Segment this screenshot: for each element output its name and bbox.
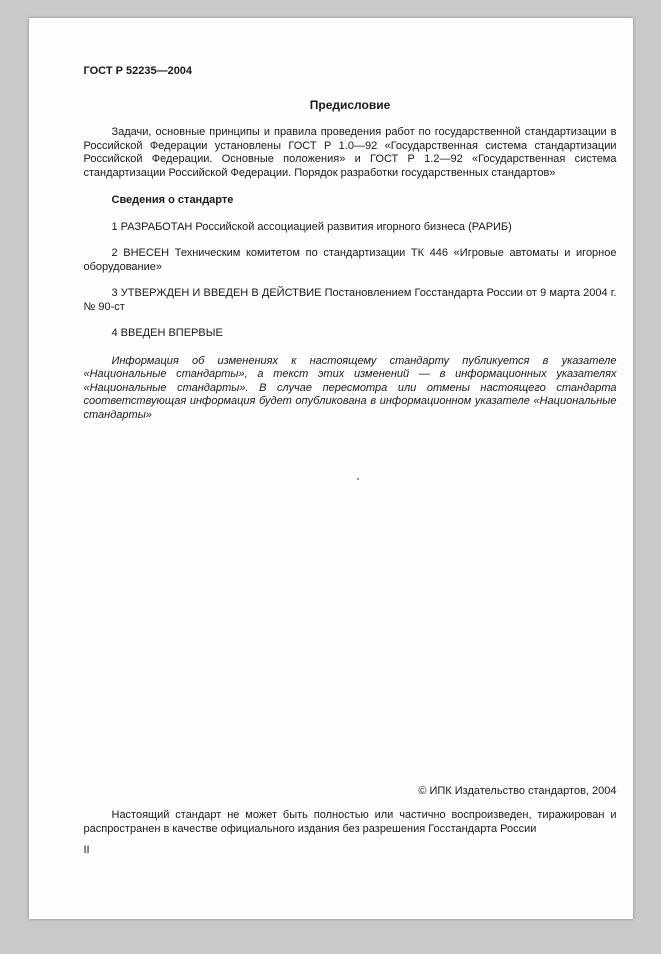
page-content (29, 18, 633, 422)
amendments-note: Информация об изменениях к настоящему стандарту публикуется в указателе «Национальные стандарты», а текст этих изменений — в информационных указателях «Национальные стандарты». В случае пересмотра или отмены настоящего стандарта соответствующая информация будет опубликована в информационном указателе «Национальные стандарты» (83, 354, 617, 421)
standard-info-item-3: 3 УТВЕРЖДЕН И ВВЕДЕН В ДЕЙСТВИЕ Постановлением Госстандарта России от 9 марта 2004 г. № 90-ст (83, 287, 617, 313)
page-title: Предисловие (309, 98, 391, 112)
copyright-line: © ИПК Издательство стандартов, 2004 (418, 785, 617, 797)
page-number: II (83, 844, 90, 856)
running-header: ГОСТ Р 52235—2004 (83, 65, 193, 77)
reproduction-notice: Настоящий стандарт не может быть полностью или частично воспроизведен, тиражирован и распространен в качестве официального издания без разрешения Госстандарта России (83, 809, 617, 835)
standard-info-item-2: 2 ВНЕСЕН Техническим комитетом по стандартизации ТК 446 «Игровые автоматы и игорное оборудование» (83, 247, 617, 273)
document-page (29, 18, 633, 919)
standard-info-item-4: 4 ВВЕДЕН ВПЕРВЫЕ (111, 327, 223, 339)
standard-info-item-1: 1 РАЗРАБОТАН Российской ассоциацией развития игорного бизнеса (РАРИБ) (111, 220, 512, 233)
intro-paragraph: Задачи, основные принципы и правила проведения работ по государственной стандартизации в Российской Федерации установлены ГОСТ Р 1.0—92 «Государственная система стандартизации Российской Федерации. Основные положения» и ГОСТ Р 1.2—92 «Государственная система стандартизации Российской Федерации. Порядок разработки государственных стандартов» (83, 126, 617, 179)
speck-artifact (357, 478, 359, 480)
section-heading: Сведения о стандарте (111, 194, 234, 206)
